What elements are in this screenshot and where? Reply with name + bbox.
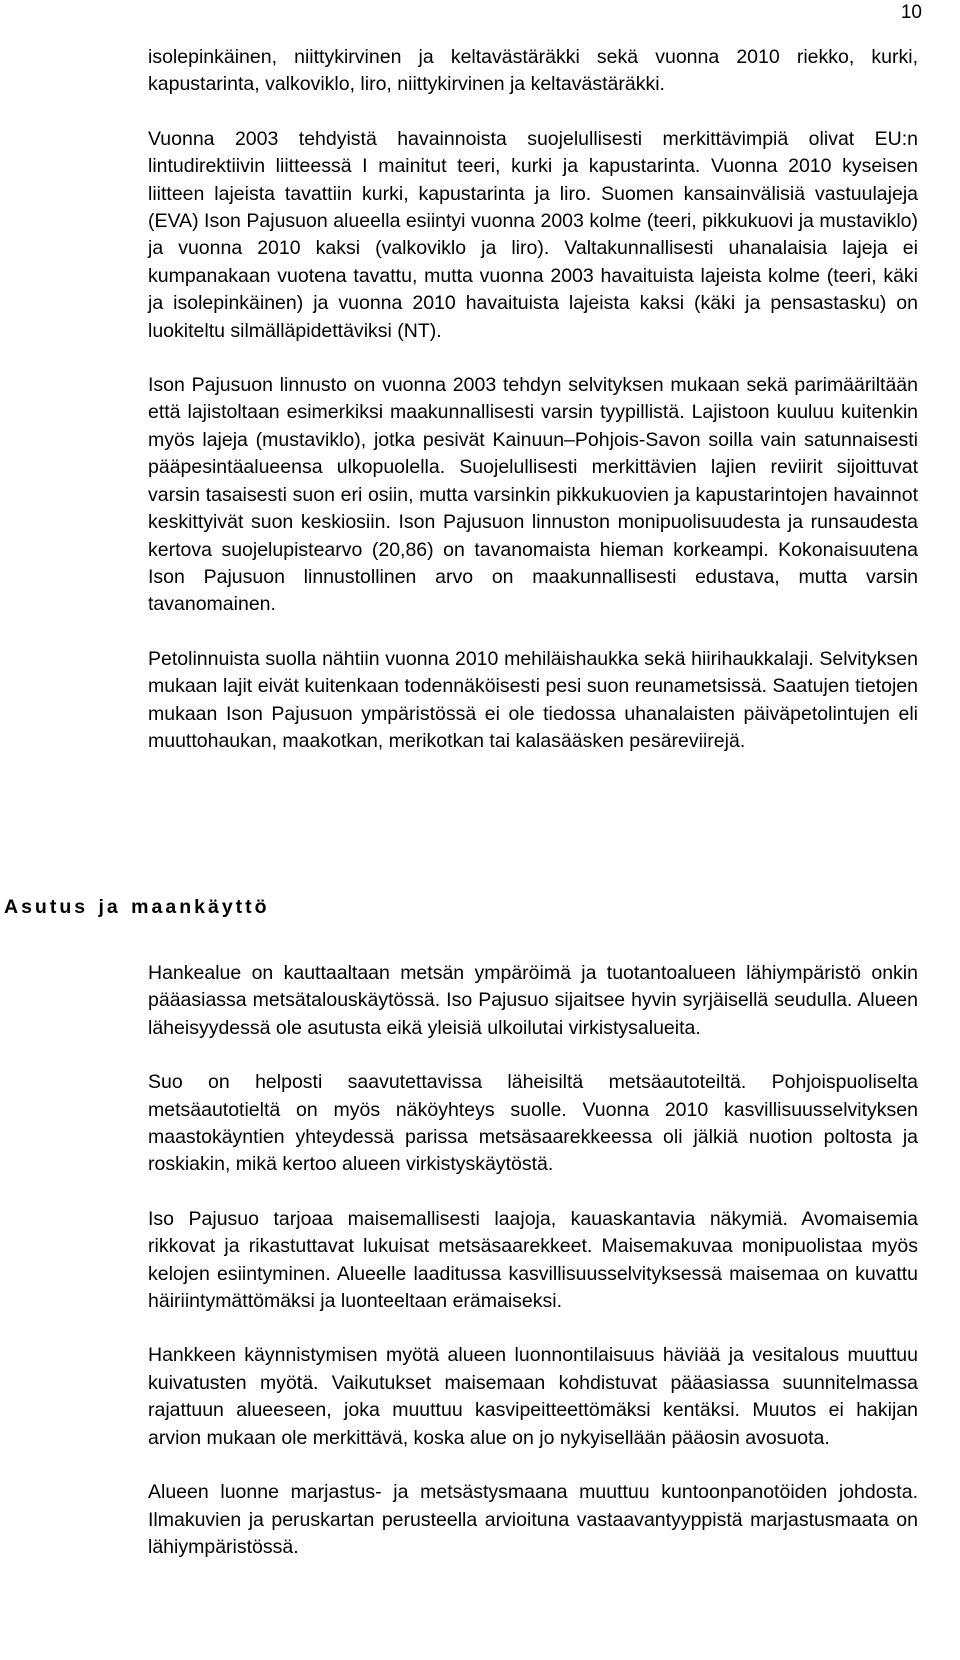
land-use-text [148, 960, 918, 1561]
section-heading: Asutus ja maankäyttö [4, 896, 270, 918]
paragraph: Petolinnuista suolla nähtiin vuonna 2010 mehiläishaukka sekä hiirihaukkalaji. Selvityksen mukaan lajit eivät kuitenkaan todennäköisesti pesi suon reunametsissä. Saatujen tietojen mukaan Ison Pajusuon ympäristössä ei ole tiedossa uhanalaisten päiväpetolintujen eli muuttohaukan, maakotkan, merikotkan tai kalasääsken pesäreviirejä. [148, 647, 918, 752]
paragraph: Alueen luonne marjastus- ja metsästysmaana muuttuu kuntoonpanotöiden johdosta. Ilmakuvien ja peruskartan perusteella arvioituna vastaavantyyppistä marjastusmaata on lähiympäristössä. [148, 1481, 918, 1558]
paragraph: Iso Pajusuo tarjoaa maisemallisesti laajoja, kauaskantavia näkymiä. Avomaisemia rikkovat ja rikastuttavat lukuisat metsäsaarekkeet. Maisemakuvaa monipuolistaa myös kelojen esiintyminen. Alueelle laaditussa kasvillisuusselvityksessä maisemaa on kuvattu häiriintymättömäksi ja luonteeltaan erämaiseksi. [148, 1207, 918, 1313]
paragraph: Vuonna 2003 tehdyistä havainnoista suojelullisesti merkittävimpiä olivat EU:n lintudirektiivin liitteessä I mainitut teeri, kurki ja kapustarinta. Vuonna 2010 kyseisen liitteen lajeista tavattiin kurki, kapustarinta ja liro. Suomen kansainvälisiä vastuulajeja (EVA) Ison Pajusuon alueella esiintyi vuonna 2003 kolme (teeri, pikkukuovi ja mustaviklo) ja vuonna 2010 kaksi (valkoviklo ja liro). Valtakunnallisesti uhanalaisia lajeja ei kumpanakaan vuotena tavattu, mutta vuonna 2003 havaituista lajeista kolme (teeri, käki ja isolepinkäinen) ja vuonna 2010 havaituista lajeista kaksi (käki ja pensastasku) on luokiteltu silmälläpidettäviksi (NT). [148, 127, 918, 342]
bird-survey-text [148, 44, 918, 755]
paragraph: Ison Pajusuon linnusto on vuonna 2003 tehdyn selvityksen mukaan sekä parimääriltään että lajistoltaan esimerkiksi maakunnallisesti varsin tyypillistä. Lajistoon kuuluu kuitenkin myös lajeja (mustaviklo), jotka pesivät Kainuun–Pohjois-Savon soilla vain satunnaisesti pääpesintäalueensa ulkopuolella. Suojelullisesti merkittävien lajien reviirit sijoittuvat varsin tasaisesti suon eri osiin, mutta varsinkin pikkukuovien ja kapustarintojen havainnot keskittyivät suon keskiosiin. Ison Pajusuon linnuston monipuolisuudesta ja runsaudesta kertova suojelupistearvo (20,86) on tavanomaista hieman korkeampi. Kokonaisuutena Ison Pajusuon linnustollinen arvo on maakunnallisesti edustava, mutta varsin tavanomainen. [148, 374, 918, 616]
paragraph: Suo on helposti saavutettavissa läheisiltä metsäautoteiltä. Pohjoispuoliselta metsäautotieltä on myös näköyhteys suolle. Vuonna 2010 kasvillisuusselvityksen maastokäyntien yhteydessä parissa metsäsaarekkeessa oli jälkiä nuotion poltosta ja roskiakin, mikä kertoo alueen virkistyskäytöstä. [148, 1071, 918, 1176]
paragraph: isolepinkäinen, niittykirvinen ja keltavästäräkki sekä vuonna 2010 riekko, kurki, kapustarinta, valkoviklo, liro, niittykirvinen ja keltavästäräkki. [148, 46, 918, 96]
page-number: 10 [900, 2, 922, 23]
paragraph: Hankkeen käynnistymisen myötä alueen luonnontilaisuus häviää ja vesitalous muuttuu kuivatusten myötä. Vaikutukset maisemaan kohdistuvat pääasiassa suunnitelmassa rajattuun alueeseen, joka muuttuu kasvipeitteettömäksi kentäksi. Muutos ei hakijan arvion mukaan ole merkittävä, koska alue on jo nykyisellään pääosin avosuota. [148, 1344, 918, 1449]
paragraph: Hankealue on kauttaaltaan metsän ympäröimä ja tuotantoalueen lähiympäristö onkin pääasiassa metsätalouskäytössä. Iso Pajusuo sijaitsee hyvin syrjäisellä seudulla. Alueen läheisyydessä ole asutusta eikä yleisiä ulkoilutai virkistysalueita. [148, 962, 918, 1039]
